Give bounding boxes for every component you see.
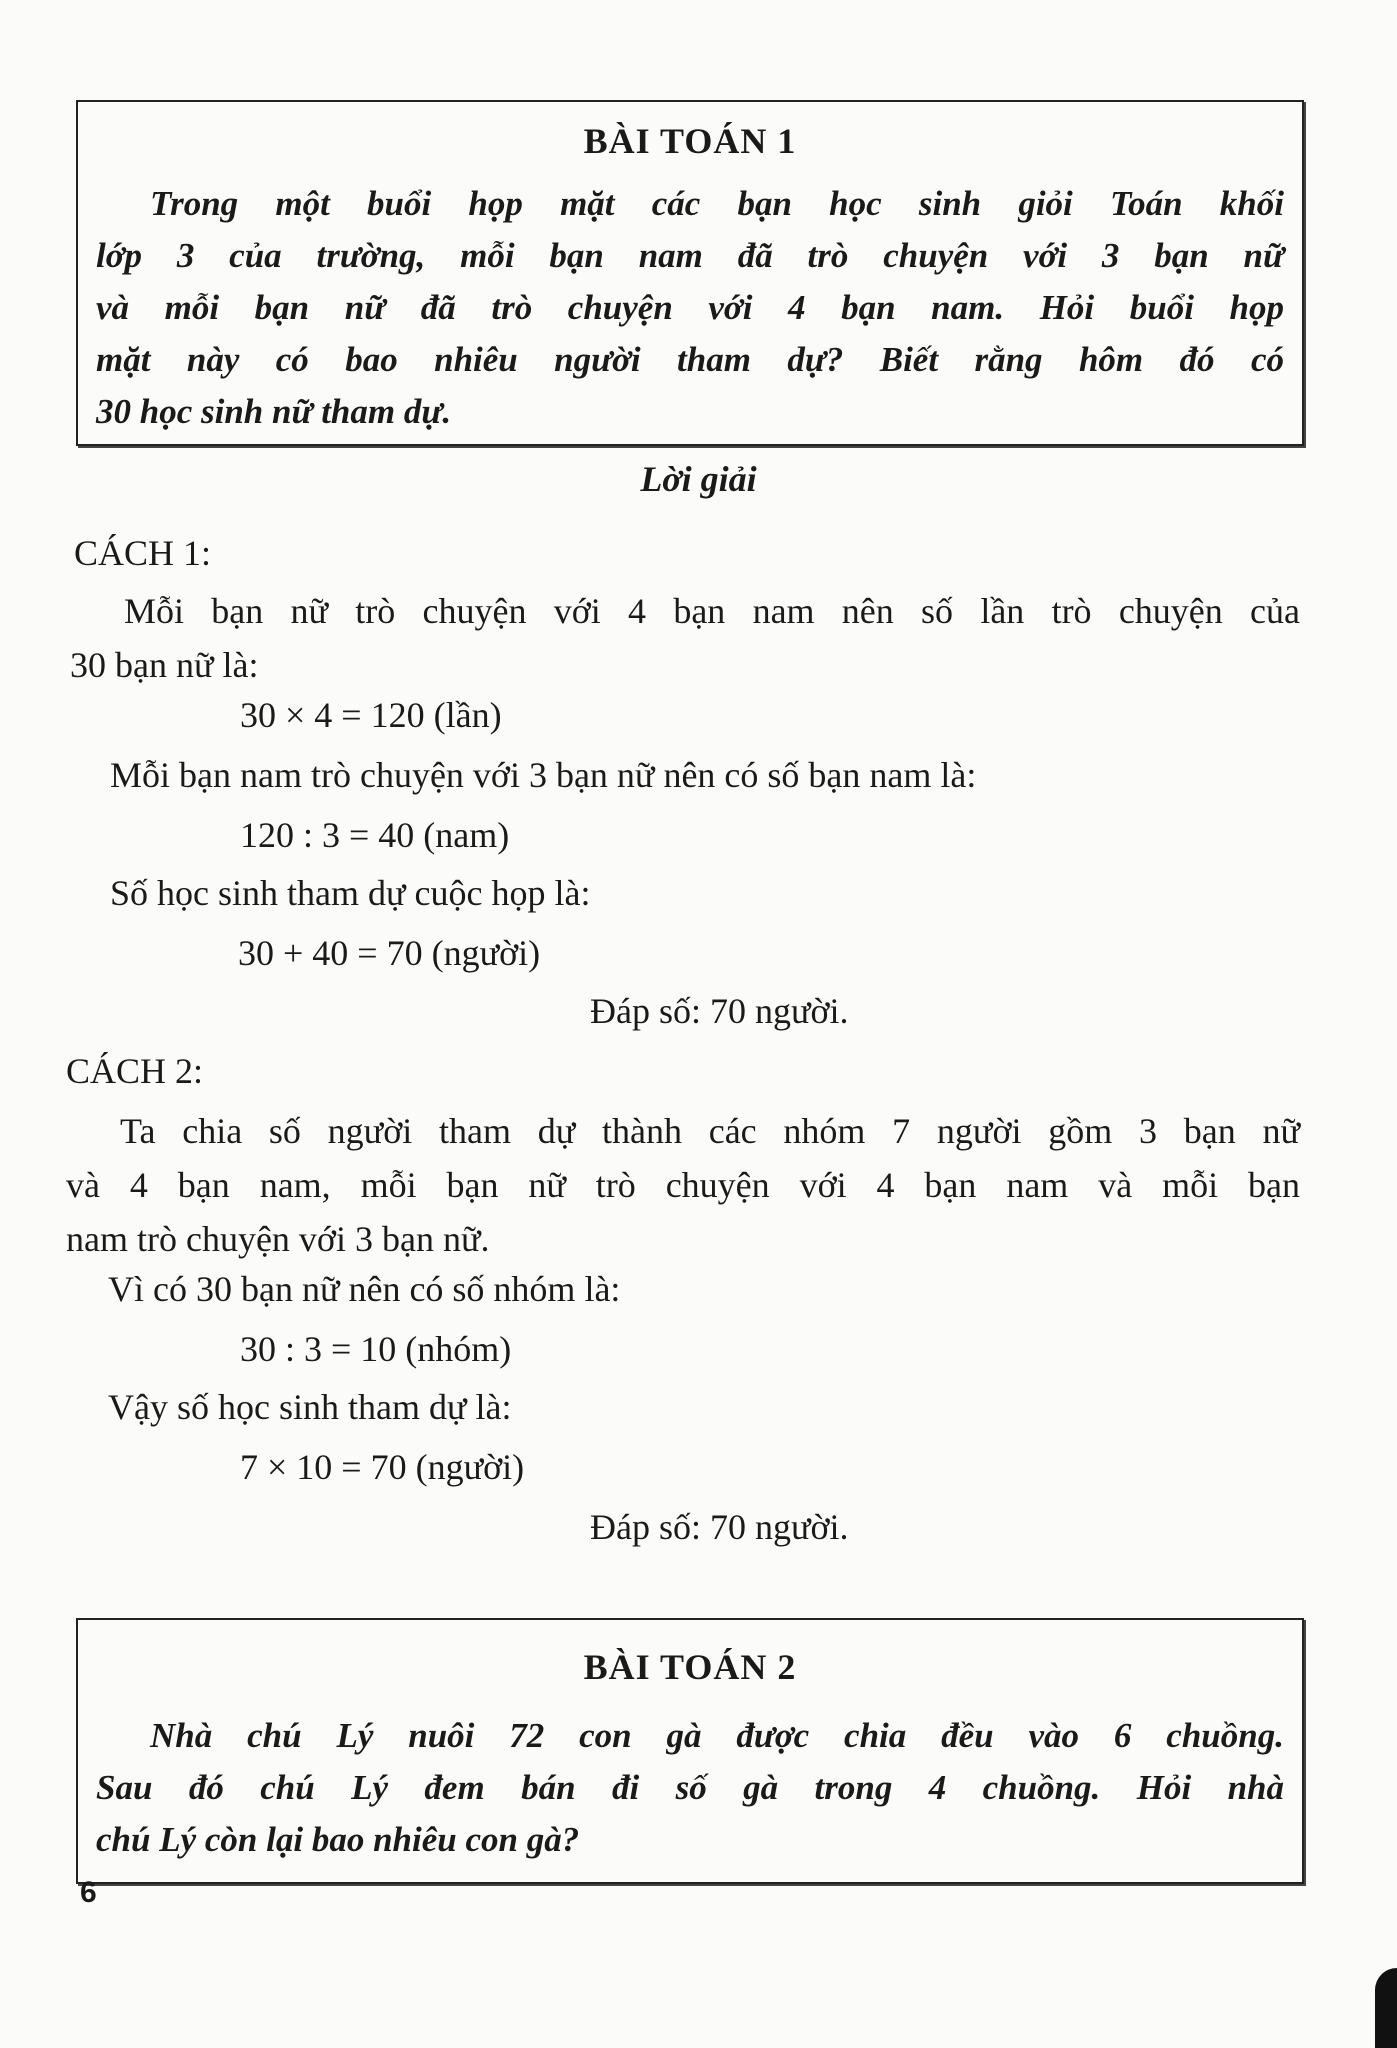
problem-1-line: và mỗi bạn nữ đã trò chuyện với 4 bạn nam. Hỏi buổi họp <box>96 288 1284 327</box>
method-2-paragraph-3: Vậy số học sinh tham dự là: <box>108 1387 512 1427</box>
method-1-calc-2: 120 : 3 = 40 (nam) <box>240 815 510 855</box>
problem-2-title: BÀI TOÁN 2 <box>583 1647 797 1687</box>
method-2-paragraph-2: Vì có 30 bạn nữ nên có số nhóm là: <box>108 1269 621 1309</box>
method-2-calc-2: 7 × 10 = 70 (người) <box>240 1447 525 1487</box>
problem-2-line: Nhà chú Lý nuôi 72 con gà được chia đều vào 6 chuồng. <box>150 1716 1284 1755</box>
method-2-label: CÁCH 2: <box>66 1051 204 1091</box>
method-1-answer: Đáp số: 70 người. <box>590 991 849 1031</box>
method-1-p1-line: 30 bạn nữ là: <box>70 645 259 685</box>
method-1-paragraph-3: Số học sinh tham dự cuộc họp là: <box>110 873 591 913</box>
problem-1-line: Trong một buổi họp mặt các bạn học sinh giỏi Toán khối <box>150 184 1284 223</box>
method-2-p1-line: và 4 bạn nam, mỗi bạn nữ trò chuyện với 4 bạn nam và mỗi bạn <box>66 1165 1300 1205</box>
problem-2-text <box>96 1710 1284 1866</box>
problem-2-line: Sau đó chú Lý đem bán đi số gà trong 4 chuồng. Hỏi nhà <box>96 1768 1284 1807</box>
problem-1-text <box>96 178 1284 438</box>
problem-2-line: chú Lý còn lại bao nhiêu con gà? <box>96 1820 580 1859</box>
problem-1-line: 30 học sinh nữ tham dự. <box>96 392 452 431</box>
method-1-label: CÁCH 1: <box>74 533 212 573</box>
method-1-calc-3: 30 + 40 = 70 (người) <box>238 933 541 973</box>
problem-2-box <box>76 1618 1304 1884</box>
problem-1-line: mặt này có bao nhiêu người tham dự? Biết rằng hôm đó có <box>96 340 1284 379</box>
method-1-calc-1: 30 × 4 = 120 (lần) <box>240 695 502 735</box>
method-1-paragraph-1 <box>70 584 1300 692</box>
method-2-p1-line: nam trò chuyện với 3 bạn nữ. <box>66 1219 490 1259</box>
method-1-paragraph-2: Mỗi bạn nam trò chuyện với 3 bạn nữ nên có số bạn nam là: <box>110 755 977 795</box>
method-2-calc-1: 30 : 3 = 10 (nhóm) <box>240 1329 512 1369</box>
method-2-p1-line: Ta chia số người tham dự thành các nhóm 7 người gồm 3 bạn nữ <box>120 1111 1300 1151</box>
page-number: 6 <box>80 1876 97 1909</box>
problem-1-line: lớp 3 của trường, mỗi bạn nam đã trò chuyện với 3 bạn nữ <box>96 236 1284 275</box>
problem-1-title: BÀI TOÁN 1 <box>583 121 797 161</box>
method-2-paragraph-1 <box>66 1104 1300 1266</box>
method-1-p1-line: Mỗi bạn nữ trò chuyện với 4 bạn nam nên số lần trò chuyện của <box>124 591 1300 631</box>
solution-heading: Lời giải <box>640 459 757 499</box>
method-2-answer: Đáp số: 70 người. <box>590 1507 849 1547</box>
problem-1-box <box>76 100 1304 446</box>
page-edge-shadow <box>1375 1968 1397 2048</box>
